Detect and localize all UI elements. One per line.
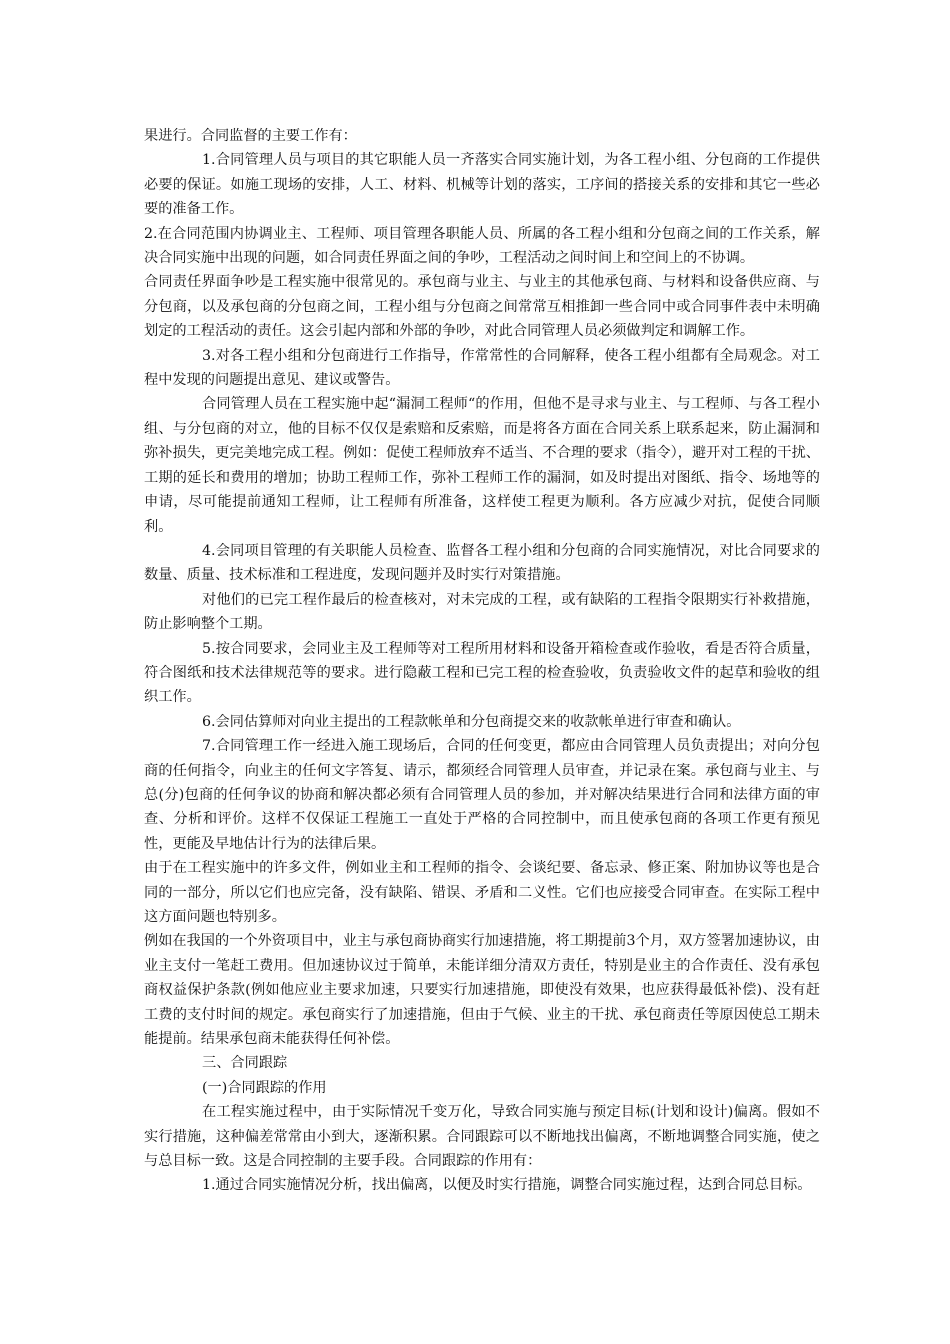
paragraph: 合同管理人员在工程实施中起“漏洞工程师“的作用，但他不是寻求与业主、与工程师、与各工程小组、与分包商的对立，他的目标不仅仅是索赔和反索赔，而是将各方面在合同关系上联系起来，防止漏洞和弥补损失，更完美地完成工程。例如：促使工程师放弃不适当、不合理的要求（指令），避开对工程的干扰、工期的延长和费用的增加；协助工程师工作，弥补工程师工作的漏洞，如及时提出对图纸、指令、场地等的申请，尽可能提前通知工程师，让工程师有所准备，这样使工程更为顺利。各方应减少对抗，促使合同顺利。 xyxy=(144,396,820,535)
paragraph: 由于在工程实施中的许多文件，例如业主和工程师的指令、会谈纪要、备忘录、修正案、附加协议等也是合同的一部分，所以它们也应完备，没有缺陷、错误、矛盾和二义性。它们也应接受合同审查。在实际工程中这方面问题也特别多。 xyxy=(144,860,820,925)
paragraph: 2.在合同范围内协调业主、工程师、项目管理各职能人员、所属的各工程小组和分包商之间的工作关系，解决合同实施中出现的问题，如合同责任界面之间的争吵，工程活动之间时间上和空间上的不协调。 xyxy=(144,225,820,267)
paragraph: 3.对各工程小组和分包商进行工作指导，作常常性的合同解释，使各工程小组都有全局观念。对工程中发现的问题提出意见、建议或警告。 xyxy=(144,347,820,389)
paragraph: 果进行。合同监督的主要工作有： xyxy=(144,128,357,144)
paragraph: 5.按合同要求，会同业主及工程师等对工程所用材料和设备开箱检查或作验收，看是否符合质量，符合图纸和技术法律规范等的要求。进行隐蔽工程和已完工程的检查验收，负责验收文件的起草和验收的组织工作。 xyxy=(144,640,820,706)
paragraph: 合同责任界面争吵是工程实施中很常见的。承包商与业主、与业主的其他承包商、与材料和设备供应商、与分包商，以及承包商的分包商之间，工程小组与分包商之间常常互相推卸一些合同中或合同事件表中未明确划定的工程活动的责任。这会引起内部和外部的争吵，对此合同管理人员必须做判定和调解工作。 xyxy=(144,274,820,340)
paragraph: 1.合同管理人员与项目的其它职能人员一齐落实合同实施计划，为各工程小组、分包商的工作提供必要的保证。如施工现场的安排，人工、材料、机械等计划的落实，工序间的搭接关系的安排和其它一些必要的准备工作。 xyxy=(144,152,820,218)
document-page xyxy=(144,124,820,1198)
paragraph: 6.会同估算师对向业主提出的工程款帐单和分包商提交来的收款帐单进行审查和确认。 xyxy=(202,713,741,730)
paragraph: 例如在我国的一个外资项目中，业主与承包商协商实行加速措施，将工期提前3个月，双方签署加速协议，由业主支付一笔赶工费用。但加速协议过于简单，未能详细分清双方责任，特别是业主的合作责任、没有承包商权益保护条款(例如他应业主要求加速，只要实行加速措施，即使没有效果，也应获得最低补偿)、没有赶工费的支付时间的规定。承包商实行了加速措施，但由于气候、业主的干扰、承包商责任等原因使总工期未能提前。结果承包商未能获得任何补偿。 xyxy=(144,933,820,1048)
paragraph: 对他们的已完工程作最后的检查核对，对未完成的工程，或有缺陷的工程指令限期实行补救措施，防止影响整个工期。 xyxy=(144,591,820,633)
paragraph: 1.通过合同实施情况分析，找出偏离，以便及时实行措施，调整合同实施过程，达到合同总目标。 xyxy=(202,1177,812,1194)
paragraph: 三、合同跟踪 xyxy=(202,1055,288,1072)
paragraph: 在工程实施过程中，由于实际情况千变万化，导致合同实施与预定目标(计划和设计)偏离。假如不实行措施，这种偏差常常由小到大，逐渐积累。合同跟踪可以不断地找出偏离，不断地调整合同实施，使之与总目标一致。这是合同控制的主要手段。合同跟踪的作用有： xyxy=(144,1104,820,1170)
paragraph: (一)合同跟踪的作用 xyxy=(202,1079,327,1096)
paragraph: 7.合同管理工作一经进入施工现场后，合同的任何变更，都应由合同管理人员负责提出；对向分包商的任何指令，向业主的任何文字答复、请示，都须经合同管理人员审查，并记录在案。承包商与业主、与总(分)包商的任何争议的协商和解决都必须有合同管理人员的参加，并对解决结果进行合同和法律方面的审查、分析和评价。这样不仅保证工程施工一直处于严格的合同控制中，而且使承包商的各项工作更有预见性，更能及早地估计行为的法律后果。 xyxy=(144,738,820,852)
paragraph: 4.会同项目管理的有关职能人员检查、监督各工程小组和分包商的合同实施情况，对比合同要求的数量、质量、技术标准和工程进度，发现问题并及时实行对策措施。 xyxy=(144,542,820,584)
